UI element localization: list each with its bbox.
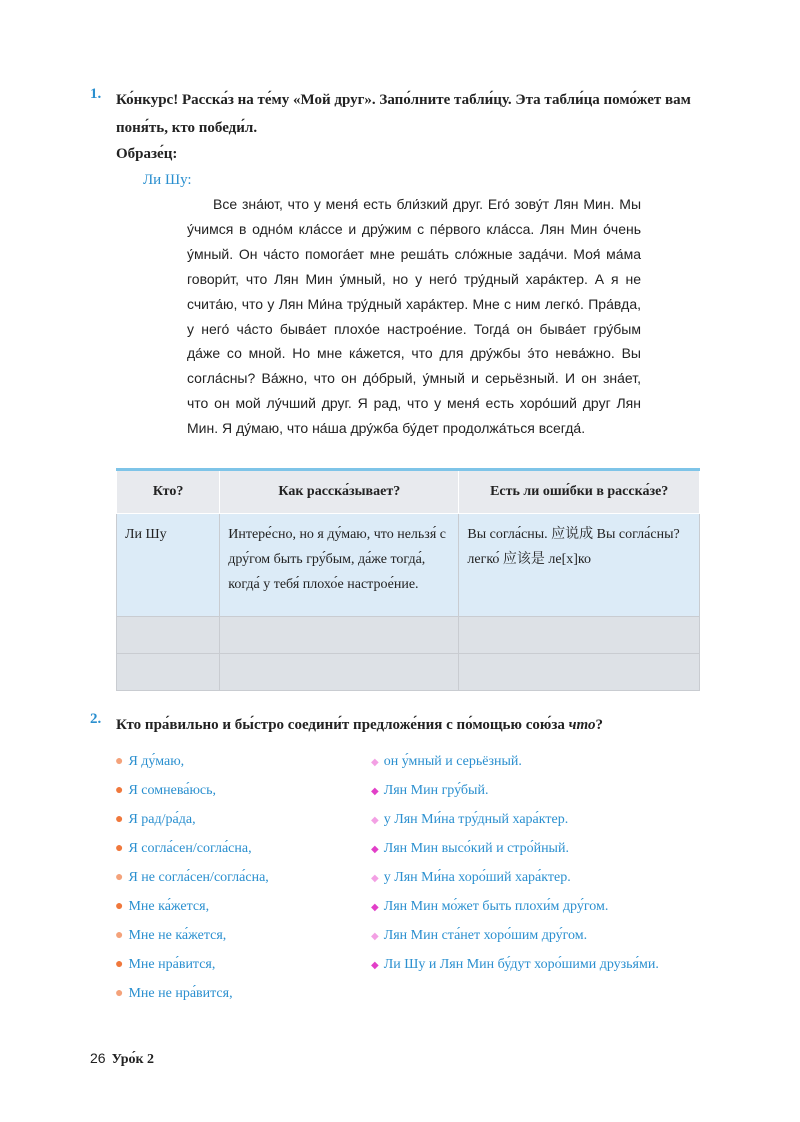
diamond-icon: ◆ [371, 960, 379, 971]
list-item-text: Я рад/ра́да, [128, 812, 196, 827]
left-phrases-list [115, 747, 269, 1008]
diamond-icon: ◆ [371, 873, 379, 884]
cell-how: Интере́сно, но я ду́маю, что нельзя́ с дру́гом быть гру́бым, да́же тогда́, когда́ у тебя́ плохо́е настрое́ние. [220, 514, 459, 617]
exercise-2-number: 2. [90, 711, 102, 727]
list-item-text: Я сомнева́юсь, [128, 783, 217, 798]
list-item-text: у Лян Ми́на тру́дный хара́ктер. [383, 812, 569, 827]
list-item [371, 892, 659, 921]
list-item [371, 805, 659, 834]
diamond-icon: ◆ [371, 786, 379, 797]
list-item [115, 776, 269, 805]
bullet-icon: ● [115, 783, 124, 798]
cell-errors-line-2: легко́ 应该是 ле[х]ко [467, 552, 592, 567]
exercise-2-question-mark: ? [595, 717, 603, 733]
list-item [371, 747, 659, 776]
exercise-2-conjunction: что [568, 717, 596, 733]
header-who: Кто? [117, 470, 220, 514]
empty-cell [117, 617, 220, 654]
table-row-empty [117, 617, 700, 654]
list-item [115, 834, 269, 863]
list-item-text: Мне не нра́вится, [128, 986, 233, 1001]
page-number: 26 [90, 1050, 106, 1066]
bullet-icon: ● [115, 841, 124, 856]
exercise-2-text: Кто пра́вильно и бы́стро соедини́т предложе́ния с по́мощью сою́за [116, 717, 569, 733]
sample-label: Образе́ц: [116, 146, 178, 162]
diamond-icon: ◆ [371, 902, 379, 913]
table-row [117, 514, 700, 617]
list-item-text: он у́мный и серьёзный. [383, 754, 522, 769]
empty-cell [220, 654, 459, 691]
exercise-1 [90, 86, 710, 142]
list-item-text: Лян Мин ста́нет хоро́шим дру́гом. [383, 928, 588, 943]
bullet-icon: ● [115, 870, 124, 885]
list-item [115, 863, 269, 892]
list-item-text: Лян Мин гру́бый. [383, 783, 489, 798]
list-item-text: у Лян Ми́на хоро́ший хара́ктер. [383, 870, 571, 885]
cell-errors [459, 514, 700, 617]
header-how: Как расска́зывает? [220, 470, 459, 514]
list-item-text: Я ду́маю, [128, 754, 185, 769]
exercise-1-instructions: Ко́нкурс! Расска́з на те́му «Мой друг». Запо́лните табли́цу. Эта табли́ца помо́жет вам поня́ть, кто победи́л. [116, 92, 691, 136]
table-row-empty [117, 654, 700, 691]
list-item [115, 892, 269, 921]
diamond-icon: ◆ [371, 815, 379, 826]
list-item [371, 834, 659, 863]
bullet-icon: ● [115, 812, 124, 827]
list-item [115, 921, 269, 950]
empty-cell [220, 617, 459, 654]
list-item-text: Лян Мин мо́жет быть плохи́м дру́гом. [383, 899, 609, 914]
bullet-icon: ● [115, 754, 124, 769]
list-item-text: Я не согла́сен/согла́сна, [128, 870, 269, 885]
page-footer [90, 1050, 154, 1068]
list-item-text: Ли Шу и Лян Мин бу́дут хоро́шими друзья́ми. [383, 957, 659, 972]
empty-cell [459, 654, 700, 691]
exercise-2-instructions [116, 711, 710, 739]
bullet-icon: ● [115, 899, 124, 914]
exercise-2 [90, 711, 710, 739]
header-errors: Есть ли оши́бки в расска́зе? [459, 470, 700, 514]
list-item-text: Мне нра́вится, [128, 957, 216, 972]
empty-cell [117, 654, 220, 691]
list-item [371, 776, 659, 805]
cell-who: Ли Шу [117, 514, 220, 617]
story-text: Все зна́ют, что у меня́ есть бли́зкий друг. Его́ зову́т Лян Мин. Мы у́чимся в одно́м кла́ссе и дру́жим с пе́рвого кла́сса. Лян Мин о́чень у́мный. Он ча́сто помога́ет мне реша́ть сло́жные зада́чи. Моя́ ма́ма говори́т, что Лян Мин у́мный, но у него́ тру́дный хара́ктер. А я не счита́ю, что у Лян Ми́на тру́дный хара́ктер. Мне с ним легко́. Пра́вда, у него́ ча́сто быва́ет плохо́е настрое́ние. Тогда́ он быва́ет гру́бым да́же со мной. Но мне ка́жется, что для дру́жбы э́то нева́жно. Вы согла́сны? Ва́жно, что он до́брый, у́мный и серьёзный. И он зна́ет, что он мой лу́чший друг. Я рад, что у меня́ есть хоро́ший друг Лян Мин. Я ду́маю, что на́ша дру́жба бу́дет продолжа́ться всегда́. [187, 196, 641, 437]
diamond-icon: ◆ [371, 844, 379, 855]
list-item [371, 863, 659, 892]
empty-cell [459, 617, 700, 654]
list-item-text: Мне не ка́жется, [128, 928, 227, 943]
speaker-name: Ли Шу: [143, 172, 192, 188]
list-item-text: Я согла́сен/согла́сна, [128, 841, 252, 856]
list-item [115, 747, 269, 776]
diamond-icon: ◆ [371, 757, 379, 768]
bullet-icon: ● [115, 928, 124, 943]
bullet-icon: ● [115, 957, 124, 972]
right-phrases-list [371, 747, 659, 979]
list-item [115, 979, 269, 1008]
exercise-1-number: 1. [90, 86, 102, 102]
lesson-label: Уро́к 2 [111, 1052, 155, 1067]
table-header-row [117, 470, 700, 514]
list-item [371, 950, 659, 979]
list-item [115, 950, 269, 979]
diamond-icon: ◆ [371, 931, 379, 942]
list-item [115, 805, 269, 834]
bullet-icon: ● [115, 986, 124, 1001]
evaluation-table [116, 468, 700, 691]
list-item [371, 921, 659, 950]
list-item-text: Мне ка́жется, [128, 899, 210, 914]
cell-errors-line-1: Вы согла́сны. 应说成 Вы согла́сны? [467, 527, 680, 542]
list-item-text: Лян Мин высо́кий и стро́йный. [383, 841, 569, 856]
